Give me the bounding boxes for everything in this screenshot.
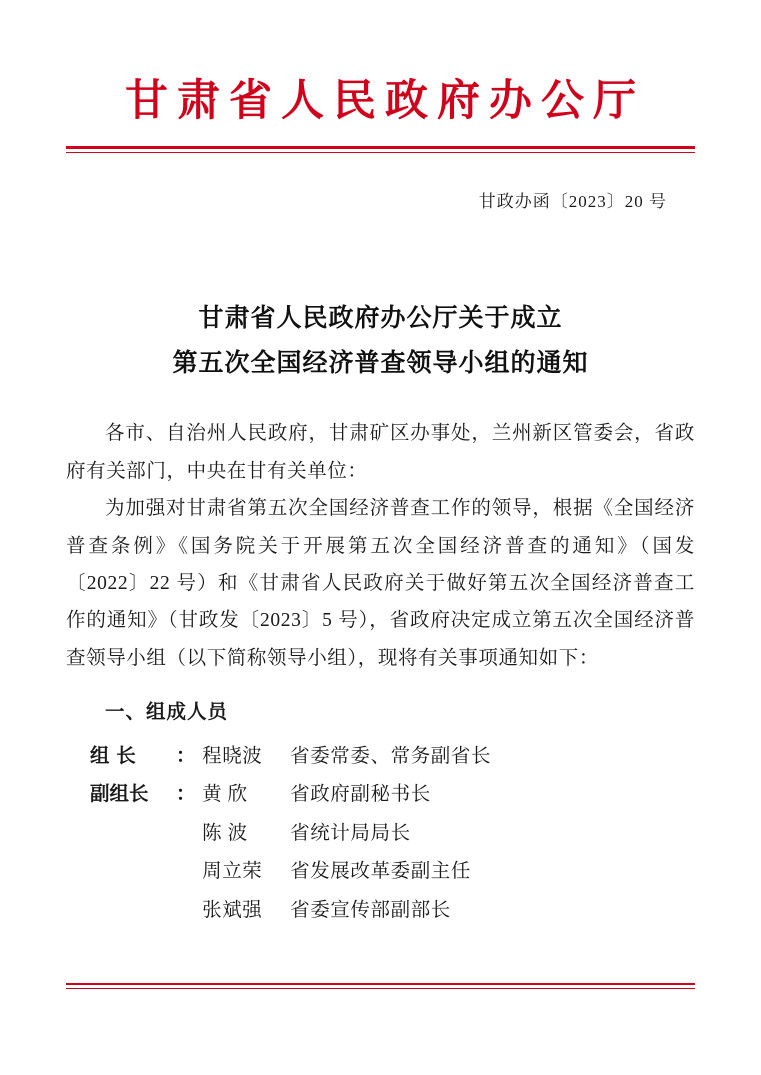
member-row bbox=[66, 814, 695, 852]
member-name: 程晓波 bbox=[202, 745, 263, 767]
masthead-title: 甘肃省人民政府办公厅 bbox=[125, 76, 645, 126]
addressee-paragraph: 各市、自治州人民政府，甘肃矿区办事处，兰州新区管委会，省政府有关部门，中央在甘有关单位： bbox=[66, 423, 695, 482]
body-paragraph-1: 为加强对甘肃省第五次全国经济普查工作的领导，根据《全国经济普查条例》《国务院关于开展第五次全国经济普查的通知》（国发〔2022〕22 号）和《甘肃省人民政府关于做好第五次全国经济普查工作的通知》（甘政发〔2023〕5 号），省政府决定成立第五次全国经济普查领导小组（以下简称领导小组），现将有关事项通知如下： bbox=[66, 498, 695, 669]
masthead-rule-thin bbox=[66, 152, 695, 153]
member-row bbox=[66, 891, 695, 929]
document-number: 甘政办函〔2023〕20 号 bbox=[478, 192, 667, 212]
member-title: 省政府副秘书长 bbox=[290, 784, 431, 806]
member-row bbox=[66, 737, 695, 775]
member-title: 省委常委、常务副省长 bbox=[290, 745, 492, 767]
member-title: 省委宣传部副部长 bbox=[290, 899, 451, 921]
member-name: 周立荣 bbox=[202, 861, 263, 883]
member-role: 组 长 bbox=[90, 743, 136, 767]
masthead bbox=[66, 0, 695, 153]
member-colon: ： bbox=[176, 782, 197, 806]
member-row bbox=[66, 852, 695, 890]
page-title-line-2: 第五次全国经济普查领导小组的通知 bbox=[172, 347, 589, 377]
member-name: 张斌强 bbox=[202, 899, 263, 921]
member-role: 副组长 bbox=[90, 782, 149, 806]
footer-rules bbox=[66, 983, 695, 989]
member-list bbox=[66, 737, 695, 929]
member-name: 黄 欣 bbox=[202, 784, 248, 806]
section-heading-composition: 一、组成人员 bbox=[105, 700, 229, 724]
member-title: 省统计局局长 bbox=[290, 822, 411, 844]
page-title-line-1: 甘肃省人民政府办公厅关于成立 bbox=[198, 303, 563, 333]
masthead-rule-thick bbox=[66, 146, 695, 149]
document-body bbox=[66, 415, 695, 677]
footer-rule-thick bbox=[66, 983, 695, 985]
member-row bbox=[66, 775, 695, 813]
footer-rule-thin bbox=[66, 988, 695, 989]
member-colon: ： bbox=[176, 743, 197, 767]
member-title: 省发展改革委副主任 bbox=[290, 861, 472, 883]
member-name: 陈 波 bbox=[202, 822, 248, 844]
page-title bbox=[66, 296, 695, 385]
